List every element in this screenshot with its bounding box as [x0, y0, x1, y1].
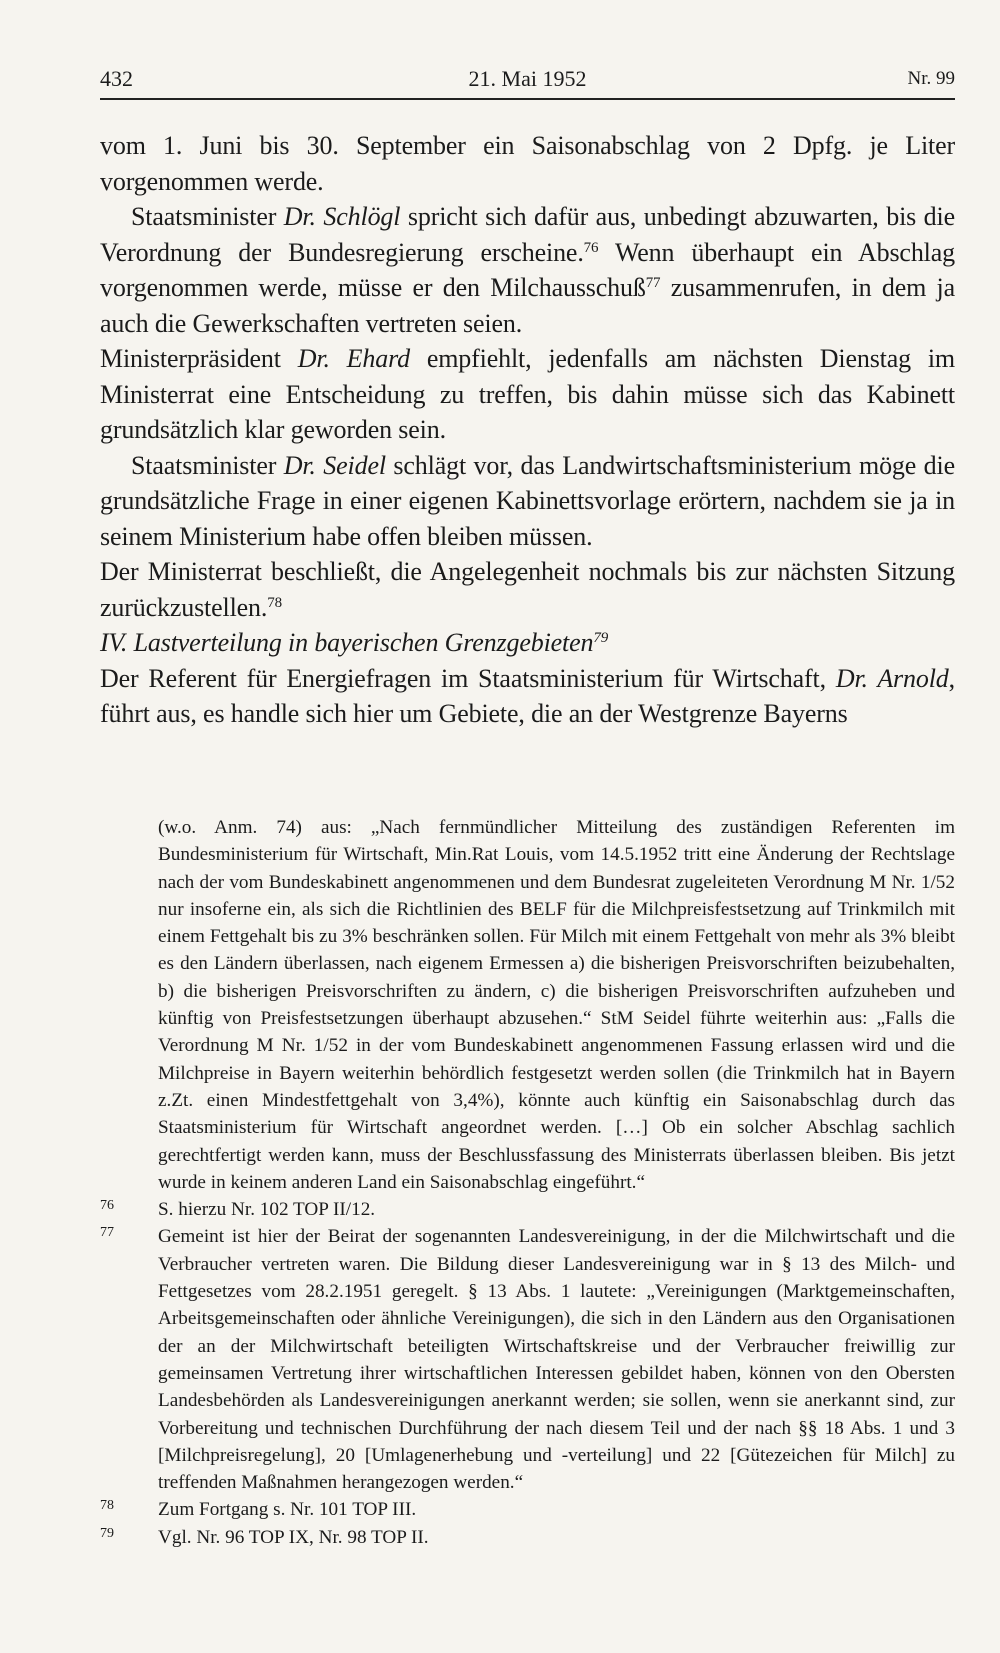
speaker-name: Dr. Arnold — [835, 663, 949, 693]
paragraph-6 — [100, 661, 955, 732]
footnote-number: 77 — [100, 1225, 114, 1241]
document-page — [100, 0, 955, 1653]
paragraph-4-text-a: Staatsminister — [131, 450, 284, 480]
footnote-continuation: (w.o. Anm. 74) aus: „Nach fernmündlicher Mitteilung des zuständigen Referenten im Bundesministerium für Wirtschaft, Min.Rat Louis, vom 14.5.1952 tritt eine Änderung der Rechtslage nach der vom Bundeskabinett angenommenen und dem Bundesrat zugeleiteten Verordnung M Nr. 1/52 nur insoferne ein, als sich die Richtlinien des BELF für die Milchpreisfestsetzung auf Trinkmilch mit einem Fettgehalt bis zu 3% beschränken sollen. Für Milch mit einem Fettgehalt von mehr als 3% bleibt es den Ländern überlassen, nach eigenem Ermessen a) die bisherigen Preisvorschriften beizubehalten, b) die bisherigen Preisvorschriften zu ändern, c) die bisherigen Preisvorschriften aufzuheben und künftig von Preisfestsetzungen überhaupt abzusehen.“ StM Seidel führte weiterhin aus: „Falls die Verordnung M Nr. 1/52 in der vom Bundeskabinett angenommenen Fassung erlassen wird und die Milchpreise in Bayern weiterhin behördlich festgesetzt werden sollen (die Trinkmilch hat in Bayern z.Zt. einen Mindestfettgehalt von 3,4%), könnte auch künftig ein Saisonabschlag durch das Staatsministerium für Wirtschaft angeordnet werden. […] Ob ein solcher Abschlag sachlich gerechtfertigt werden kann, muss der Beschlussfassung des Ministerrats überlassen bleiben. Bis jetzt wurde in keinem anderen Land ein Saisonabschlag eingeführt.“ — [158, 817, 955, 1193]
footnote-text: Vgl. Nr. 96 TOP IX, Nr. 98 TOP II. — [158, 1526, 429, 1548]
paragraph-5-text: Der Ministerrat beschließt, die Angelegenheit nochmals bis zur nächsten Sitzung zurückzustellen. — [100, 557, 955, 622]
footnote-text: Gemeint ist hier der Beirat der sogenannten Landesvereinigung, in der die Milchwirtschaft und die Verbraucher vertreten waren. Die Bildung dieser Landesvereinigung war in § 13 des Milch- und Fettgesetzes vom 28.2.1951 geregelt. § 13 Abs. 1 lautete: „Vereinigungen (Marktgemeinschaften, Arbeitsgemeinschaften oder ähnliche Vereinigungen), die sich in den Ländern aus den Organisationen der an der Milchwirtschaft beteiligten Wirtschaftskreise und der Verbraucher freiwillig zur gemeinsamen Vertretung ihrer wirtschaftlichen Interessen gebildet haben, können von den Obersten Landesbehörden als Landesvereinigungen anerkannt werden; sie sollen, wenn sie anerkannt sind, zur Vorbereitung und technischen Durchführung der nach diesem Teil und der nach §§ 18 Abs. 1 und 3 [Milchpreisregelung], 20 [Umlagenerhebung und -verteilung] und 22 [Gütezeichen für Milch] zu treffenden Maßnahmen herangezogen werden.“ — [158, 1226, 955, 1494]
footnote-ref-78: 78 — [267, 594, 282, 611]
paragraph-3 — [100, 341, 955, 448]
paragraph-4 — [100, 448, 955, 555]
footnote-number: 78 — [100, 1498, 114, 1514]
running-header — [100, 64, 955, 100]
footnotes — [100, 814, 955, 1551]
page-number: 432 — [100, 66, 133, 91]
paragraph-6-text-a: Der Referent für Energiefragen im Staatsministerium für Wirtschaft, — [100, 663, 836, 693]
main-text — [100, 128, 955, 732]
paragraph-2-text-c: Wenn überhaupt ein Abschlag vorgenommen werde, müsse er den Milchausschuß — [100, 237, 955, 302]
paragraph-2-text-d: zusammenrufen, in dem ja auch die Gewerkschaften vertreten seien. — [100, 273, 955, 338]
footnote-77 — [100, 1223, 955, 1496]
paragraph-3-text-a: Ministerpräsident — [100, 344, 298, 373]
paragraph-2 — [100, 199, 955, 341]
footnote-text: S. hierzu Nr. 102 TOP II/12. — [158, 1199, 376, 1221]
footnote-ref-77: 77 — [645, 275, 661, 291]
paragraph-1-text: vom 1. Juni bis 30. September ein Saisonabschlag von 2 Dpfg. je Liter vorgenommen werde. — [100, 131, 955, 196]
paragraph-2-text-a: Staatsminister — [131, 202, 284, 231]
footnote-ref-76: 76 — [583, 239, 599, 256]
paragraph-6-text-b: , führt aus, es handle sich hier um Gebiete, die an der Westgrenze Bayerns — [100, 663, 955, 728]
paragraph-2-text-b: spricht sich dafür aus, unbedingt abzuwarten, bis die Verordnung der Bundesregierung erscheine. — [100, 202, 955, 267]
speaker-name: Dr. Seidel — [283, 450, 386, 480]
footnote-number: 76 — [100, 1198, 114, 1214]
paragraph-5 — [100, 554, 955, 625]
section-heading-text: IV. Lastverteilung in bayerischen Grenzgebieten — [100, 628, 594, 657]
section-heading — [100, 625, 955, 661]
footnote-number: 79 — [100, 1525, 114, 1541]
footnote-ref-79: 79 — [593, 630, 609, 646]
paragraph-3-text-b: empfiehlt, jedenfalls am nächsten Dienstag im Ministerrat eine Entscheidung zu treffen, bis dahin müsse sich das Kabinett grundsätzlich klar geworden sein. — [100, 344, 955, 444]
footnote-78 — [100, 1496, 955, 1523]
header-date: 21. Mai 1952 — [468, 66, 587, 91]
paragraph-4-text-b: schlägt vor, das Landwirtschaftsministerium möge die grundsätzliche Frage in einer eigenen Kabinettsvorlage erörtern, nachdem sie ja in seinem Ministerium habe offen bleiben müssen. — [100, 450, 955, 551]
header-issue-number: Nr. 99 — [907, 68, 955, 89]
paragraph-1 — [100, 128, 955, 199]
footnote-text: Zum Fortgang s. Nr. 101 TOP III. — [158, 1499, 417, 1521]
speaker-name: Dr. Ehard — [297, 344, 410, 373]
footnote-79 — [100, 1524, 955, 1551]
footnote-76 — [100, 1196, 955, 1223]
speaker-name: Dr. Schlögl — [283, 202, 401, 231]
